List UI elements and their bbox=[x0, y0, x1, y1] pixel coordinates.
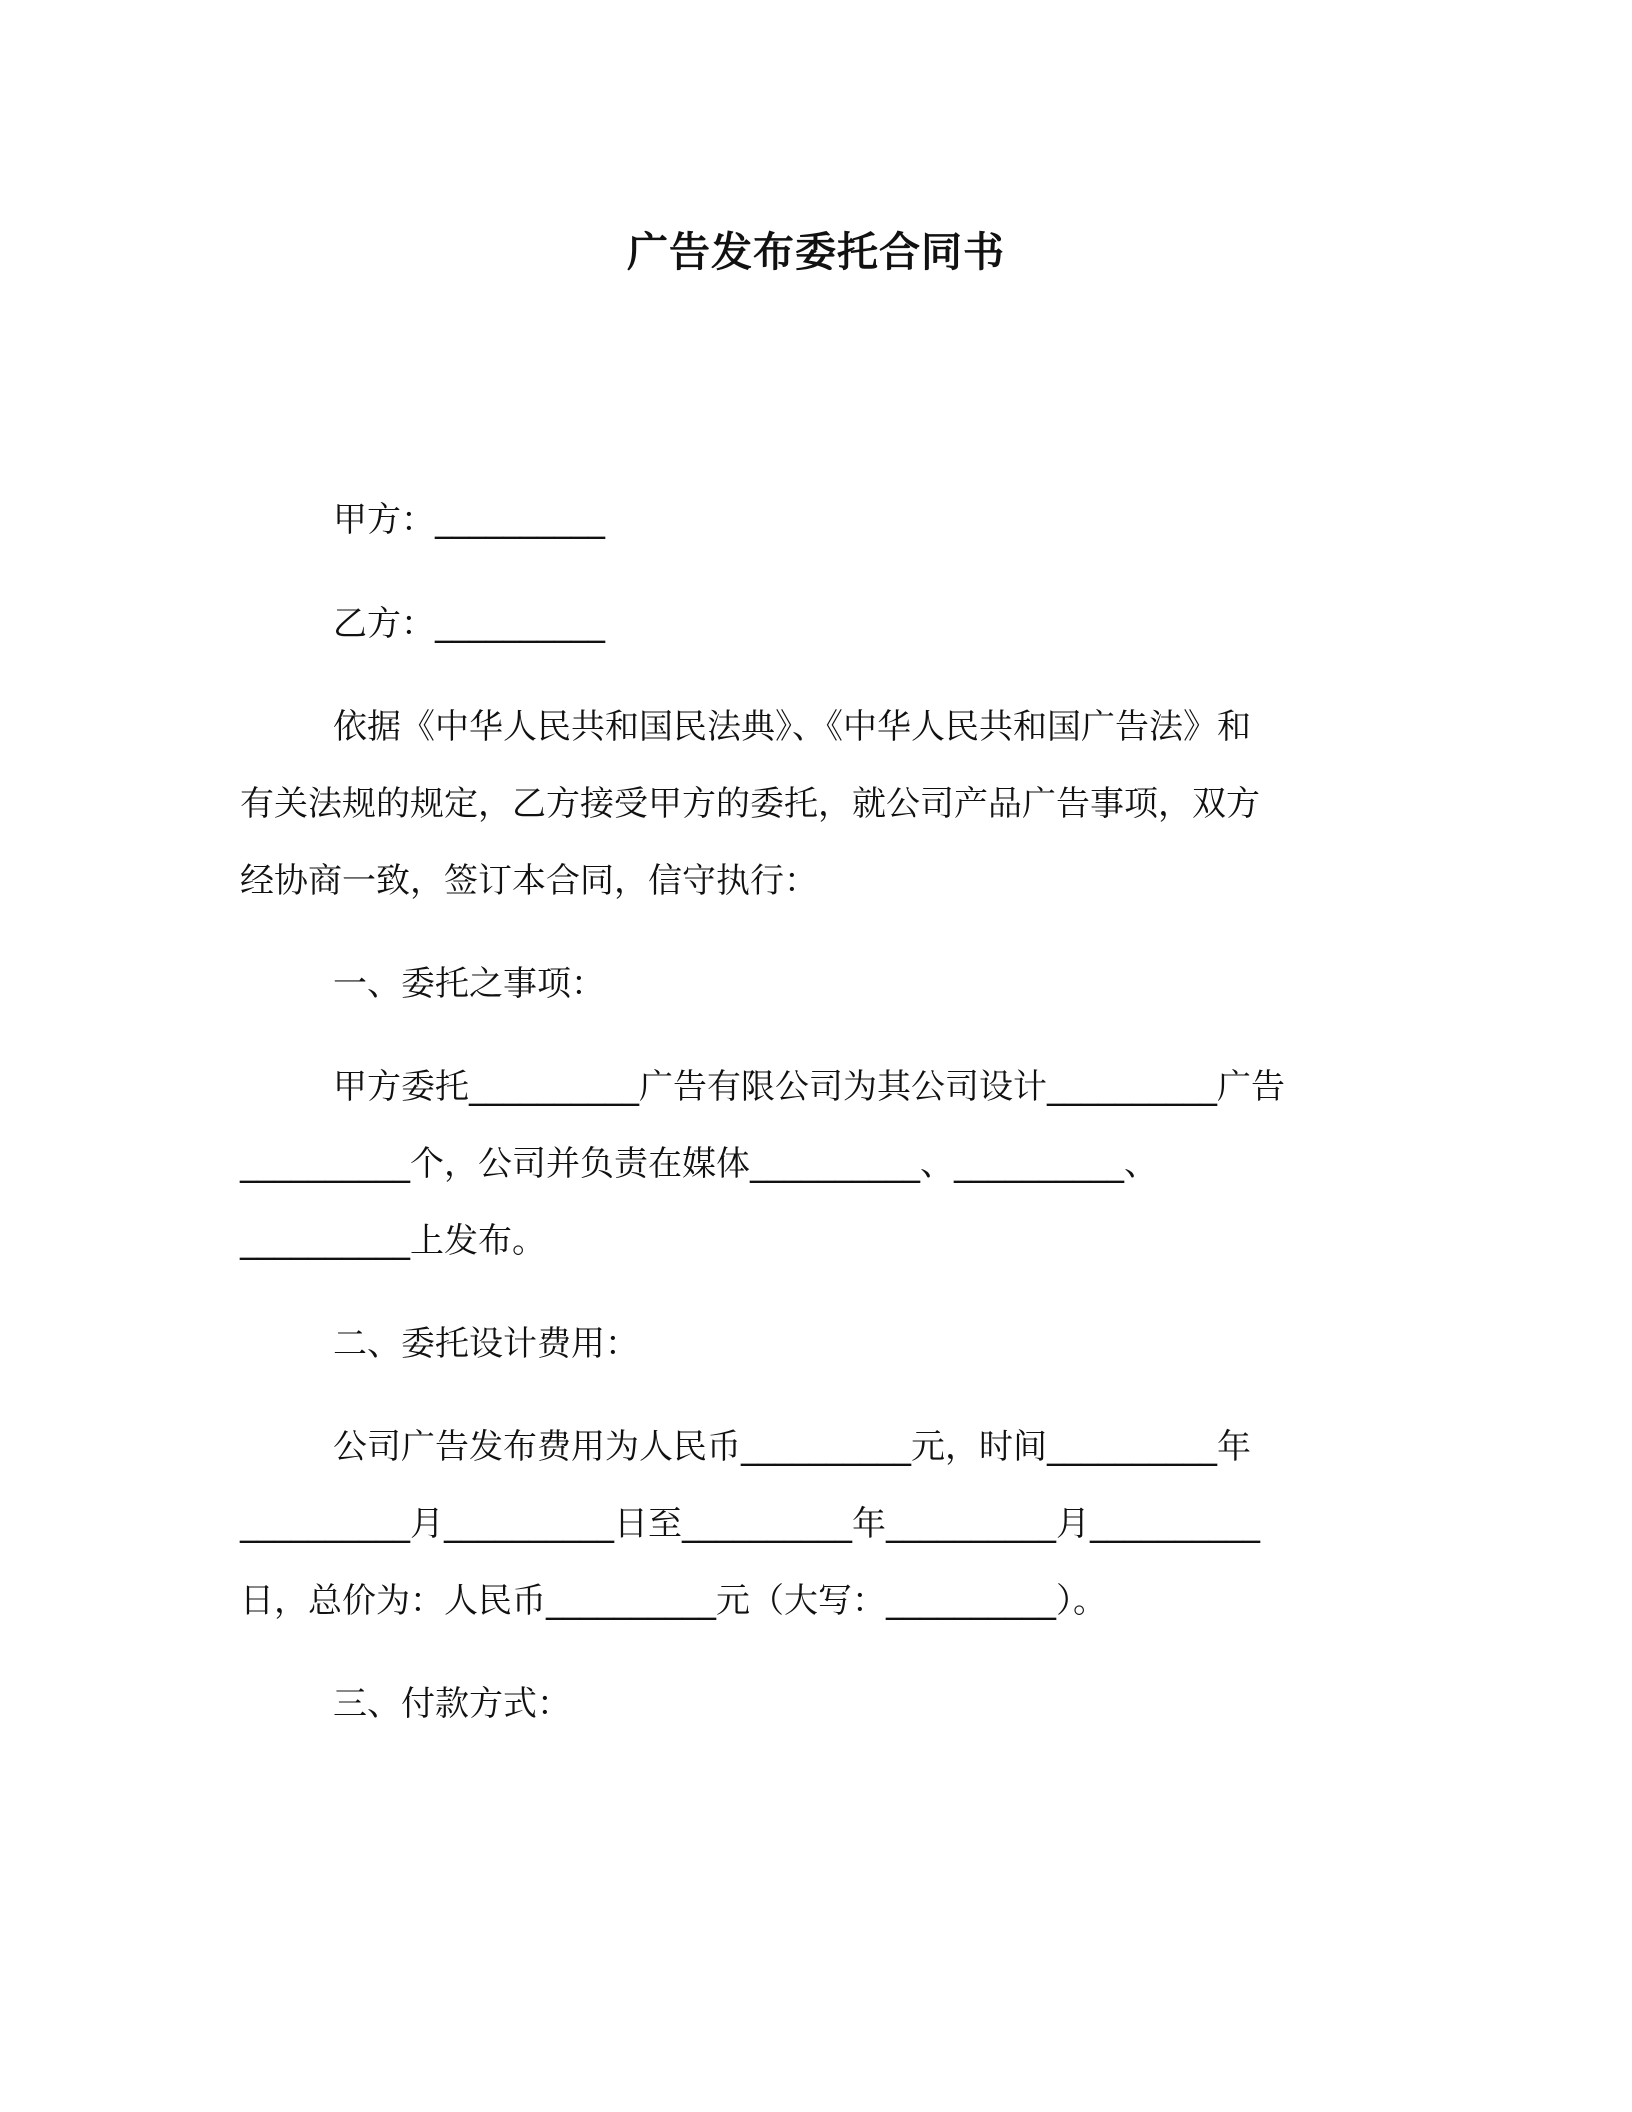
section-2-line-3: 日，总价为：人民币__________元（大写：__________）。 bbox=[240, 1581, 1107, 1621]
section-2-line-2: __________月__________日至__________年__________月__________ bbox=[240, 1504, 1260, 1544]
section-2-line-1: 公司广告发布费用为人民币__________元，时间__________年 bbox=[333, 1427, 1251, 1467]
party-a-line: 甲方：__________ bbox=[333, 500, 605, 540]
section-1-heading: 一、委托之事项： bbox=[333, 964, 605, 1004]
section-1-line-2: __________个，公司并负责在媒体__________、__________、 bbox=[240, 1144, 1158, 1184]
preamble-line-2: 有关法规的规定，乙方接受甲方的委托，就公司产品广告事项，双方 bbox=[240, 784, 1260, 824]
preamble-line-3: 经协商一致，签订本合同，信守执行： bbox=[240, 861, 818, 901]
section-1-line-3: __________上发布。 bbox=[240, 1221, 546, 1261]
section-2-heading: 二、委托设计费用： bbox=[333, 1324, 639, 1364]
section-1-line-1: 甲方委托__________广告有限公司为其公司设计__________广告 bbox=[333, 1067, 1285, 1107]
party-b-line: 乙方：__________ bbox=[333, 604, 605, 644]
document-title: 广告发布委托合同书 bbox=[627, 228, 1005, 276]
preamble-line-1: 依据《中华人民共和国民法典》、《中华人民共和国广告法》和 bbox=[333, 707, 1251, 747]
section-3-heading: 三、付款方式： bbox=[333, 1684, 571, 1724]
